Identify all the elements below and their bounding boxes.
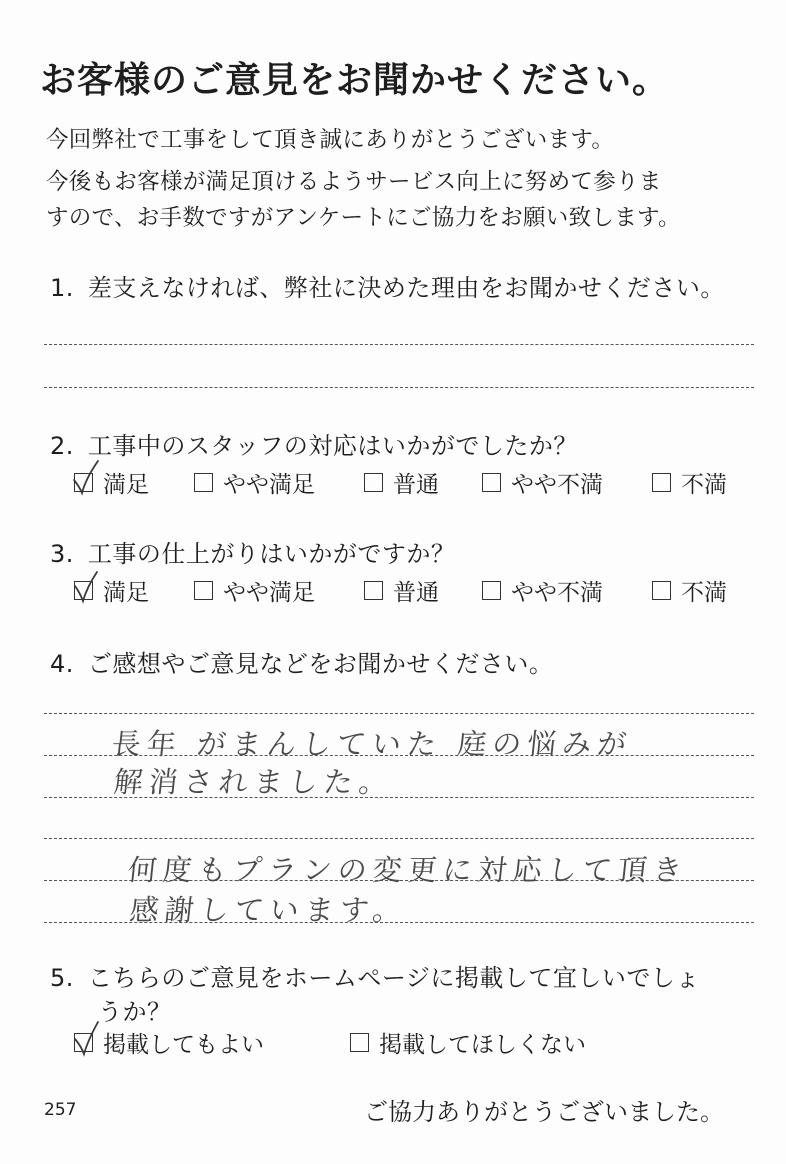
checkbox[interactable] <box>652 473 671 492</box>
checkmark-icon <box>71 568 101 604</box>
checkbox[interactable] <box>482 581 501 600</box>
question-text: こちらのご意見をホームページに掲載して宜しいでしょ <box>87 964 700 992</box>
checkbox[interactable] <box>482 473 501 492</box>
checkbox[interactable] <box>74 473 93 492</box>
handwritten-answer-line-3: 何度もプランの変更に対応して頂き <box>126 853 690 887</box>
q2-options <box>74 466 754 498</box>
answer-line <box>44 344 754 345</box>
q5-option-decline[interactable] <box>350 1026 586 1059</box>
question-text: 差支えなければ、弊社に決めた理由をお聞かせください。 <box>87 274 725 302</box>
option-label: 普通 <box>393 580 439 606</box>
q5-option-allow[interactable] <box>74 1026 264 1059</box>
intro-line-1: 今回弊社で工事をして頂き誠にありがとうございます。 <box>46 127 615 153</box>
question-text: 工事中のスタッフの対応はいかがでしたか？ <box>87 432 578 460</box>
checkbox[interactable] <box>652 581 671 600</box>
q3-option-somewhat-dissatisfied[interactable] <box>482 574 603 607</box>
option-label: 掲載してほしくない <box>379 1032 586 1058</box>
checkmark-icon <box>71 460 101 496</box>
question-4 <box>50 644 553 679</box>
question-1 <box>50 268 725 303</box>
checkbox[interactable] <box>364 473 383 492</box>
closing-thanks: ご協力ありがとうございました。 <box>364 1098 724 1126</box>
q2-option-dissatisfied[interactable] <box>652 466 727 499</box>
question-5-continued: うか？ <box>98 998 172 1026</box>
option-label: 普通 <box>393 472 439 498</box>
option-label: やや不満 <box>511 580 603 606</box>
option-label: やや満足 <box>223 472 315 498</box>
question-number: 1. <box>50 274 74 302</box>
checkbox[interactable] <box>74 581 93 600</box>
q5-options <box>74 1026 754 1058</box>
checkbox[interactable] <box>74 1033 93 1052</box>
option-label: 満足 <box>103 580 149 606</box>
q2-option-neutral[interactable] <box>364 466 439 499</box>
option-label: 掲載してもよい <box>103 1032 264 1058</box>
option-label: 不満 <box>681 580 727 606</box>
answer-line <box>44 387 754 388</box>
option-label: 不満 <box>681 472 727 498</box>
page-number: 257 <box>44 1100 77 1120</box>
q2-option-somewhat-dissatisfied[interactable] <box>482 466 603 499</box>
option-label: 満足 <box>103 472 149 498</box>
page-title: お客様のご意見をお聞かせください。 <box>40 60 670 101</box>
handwritten-answer-line-4: 感謝しています。 <box>128 893 410 927</box>
checkbox[interactable] <box>364 581 383 600</box>
question-number: 4. <box>50 650 74 678</box>
checkmark-icon <box>71 1020 101 1056</box>
answer-line <box>44 713 754 714</box>
question-number: 2. <box>50 432 74 460</box>
question-5 <box>50 958 700 993</box>
question-2 <box>50 426 578 461</box>
q3-option-somewhat-satisfied[interactable] <box>194 574 315 607</box>
question-number: 3. <box>50 540 74 568</box>
option-label: やや満足 <box>223 580 315 606</box>
q3-option-satisfied[interactable] <box>74 574 149 607</box>
intro-line-3: すので、お手数ですがアンケートにご協力をお願い致します。 <box>46 205 681 231</box>
intro-line-2: 今後もお客様が満足頂けるようサービス向上に努めて参りま <box>46 169 662 195</box>
q3-option-dissatisfied[interactable] <box>652 574 727 607</box>
q3-options <box>74 574 754 606</box>
option-label: やや不満 <box>511 472 603 498</box>
question-text: 工事の仕上がりはいかがですか？ <box>87 540 456 568</box>
q2-option-satisfied[interactable] <box>74 466 149 499</box>
handwritten-answer-line-2: 解消されました。 <box>112 765 396 799</box>
q3-option-neutral[interactable] <box>364 574 439 607</box>
q2-option-somewhat-satisfied[interactable] <box>194 466 315 499</box>
question-text: ご感想やご意見などをお聞かせください。 <box>87 650 554 678</box>
checkbox[interactable] <box>194 581 213 600</box>
question-3 <box>50 534 455 569</box>
question-number: 5. <box>50 964 74 992</box>
answer-line <box>44 838 754 839</box>
handwritten-answer-line-1: 長年 がまんしていた 庭の悩みが <box>110 727 635 761</box>
checkbox[interactable] <box>194 473 213 492</box>
checkbox[interactable] <box>350 1033 369 1052</box>
